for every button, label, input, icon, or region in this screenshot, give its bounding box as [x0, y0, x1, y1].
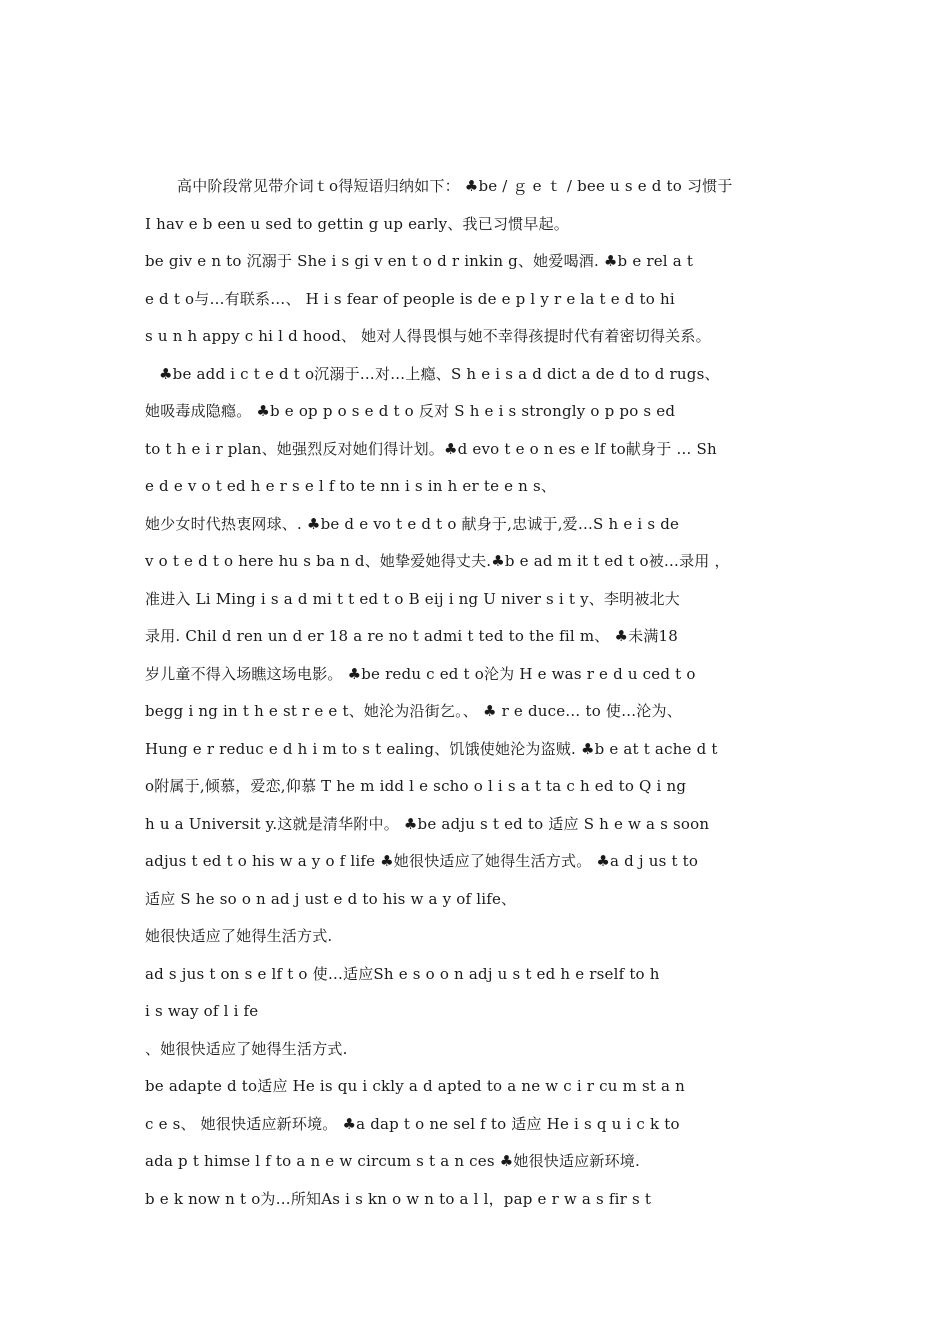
text-line: adjus t ed t o his w a y o f life ♣她很快适应了她得生活方式。 ♣a d j us t to	[145, 852, 699, 870]
text-line: I hav e b een u sed to gettin g up early、我已习惯早起。	[145, 214, 569, 233]
text-line: be adapte d to适应 He is qu i ckly a d apted to a ne w c i r cu m st a n	[145, 1077, 686, 1095]
text-line: b e k now n t o为…所知As i s kn o w n to a l l，pap e r w a s fir s t	[145, 1189, 652, 1208]
text-line: to t h e i r plan、她强烈反对她们得计划。♣d evo t e o n es e lf to献身于 … Sh	[145, 439, 717, 458]
text-line: be giv e n to 沉溺于 She i s gi v en t o d r inkin g、她爱喝酒. ♣b e rel a t	[145, 252, 694, 270]
document-body	[145, 168, 815, 1218]
text-line: Hung e r reduc e d h i m to s t ealing、饥饿使她沦为盗贼. ♣b e at t ache d t	[145, 739, 718, 758]
text-line: ♣be add i c t e d t o沉溺于…对…上瘾、S h e i s a d dict a de d to d rugs、	[159, 364, 720, 383]
text-line: 、她很快适应了她得生活方式.	[145, 1039, 348, 1058]
text-line: o附属于,倾慕，爱恋,仰慕 T he m idd l e scho o l i s a t ta c h ed to Q i ng	[145, 777, 687, 795]
text-line: 准进入 Li Ming i s a d mi t t ed t o B eij i ng U niver s i t y、李明被北大	[145, 589, 680, 608]
text-line: 录用. Chil d ren un d er 18 a re no t admi t ted to the fil m、 ♣未满18	[145, 627, 679, 645]
text-line: 她少女时代热衷网球、. ♣be d e vo t e d t o 献身于,忠诚于,爱…S h e i s de	[145, 514, 680, 533]
text-line: ad s jus t on s e lf t o 使…适应Sh e s o o n adj u s t ed h e rself to h	[145, 964, 660, 983]
text-line: c e s、 她很快适应新环境。 ♣a dap t o ne sel f to 适应 He i s q u i c k to	[145, 1114, 680, 1133]
text-line: 她很快适应了她得生活方式.	[145, 927, 333, 945]
text-line: i s way of l i fe	[145, 1002, 259, 1020]
text-line: s u n h appy c hi l d hood、 她对人得畏惧与她不幸得孩提时代有着密切得关系。	[145, 327, 711, 345]
text-line: e d t o与…有联系…、 H i s fear of people is de e p l y r e la t e d to hi	[145, 289, 675, 308]
text-line: v o t e d t o here hu s ba n d、她挚爱她得丈夫.♣b e ad m it t ed t o被…录用 ，	[145, 552, 730, 570]
text-line: h u a Universit y.这就是清华附中。 ♣be adju s t ed to 适应 S h e w a s soon	[145, 814, 710, 833]
text-line: 她吸毒成隐瘾。 ♣b e op p o s e d t o 反对 S h e i s strongly o p po s ed	[145, 402, 676, 420]
text-line: 岁儿童不得入场瞧这场电影。 ♣be redu c ed t o沦为 H e was r e d u ced t o	[145, 664, 696, 683]
text-line: 适应 S he so o n ad j ust e d to his w a y of life、	[145, 889, 517, 908]
text-line: begg i ng in t h e st r e e t、她沦为沿街乞。、 ♣ r e duce… to 使…沦为、	[145, 702, 682, 720]
text-line: ada p t himse l f to a n e w circum s t a n ces ♣她很快适应新环境.	[145, 1152, 640, 1170]
text-line: 高中阶段常见带介词ｔo得短语归纳如下： ♣be / ｇ e ｔ / bee u s e d to 习惯于	[177, 177, 733, 195]
text-line: e d e v o t ed h e r s e l f to te nn i s in h er te e n s、	[145, 477, 557, 495]
